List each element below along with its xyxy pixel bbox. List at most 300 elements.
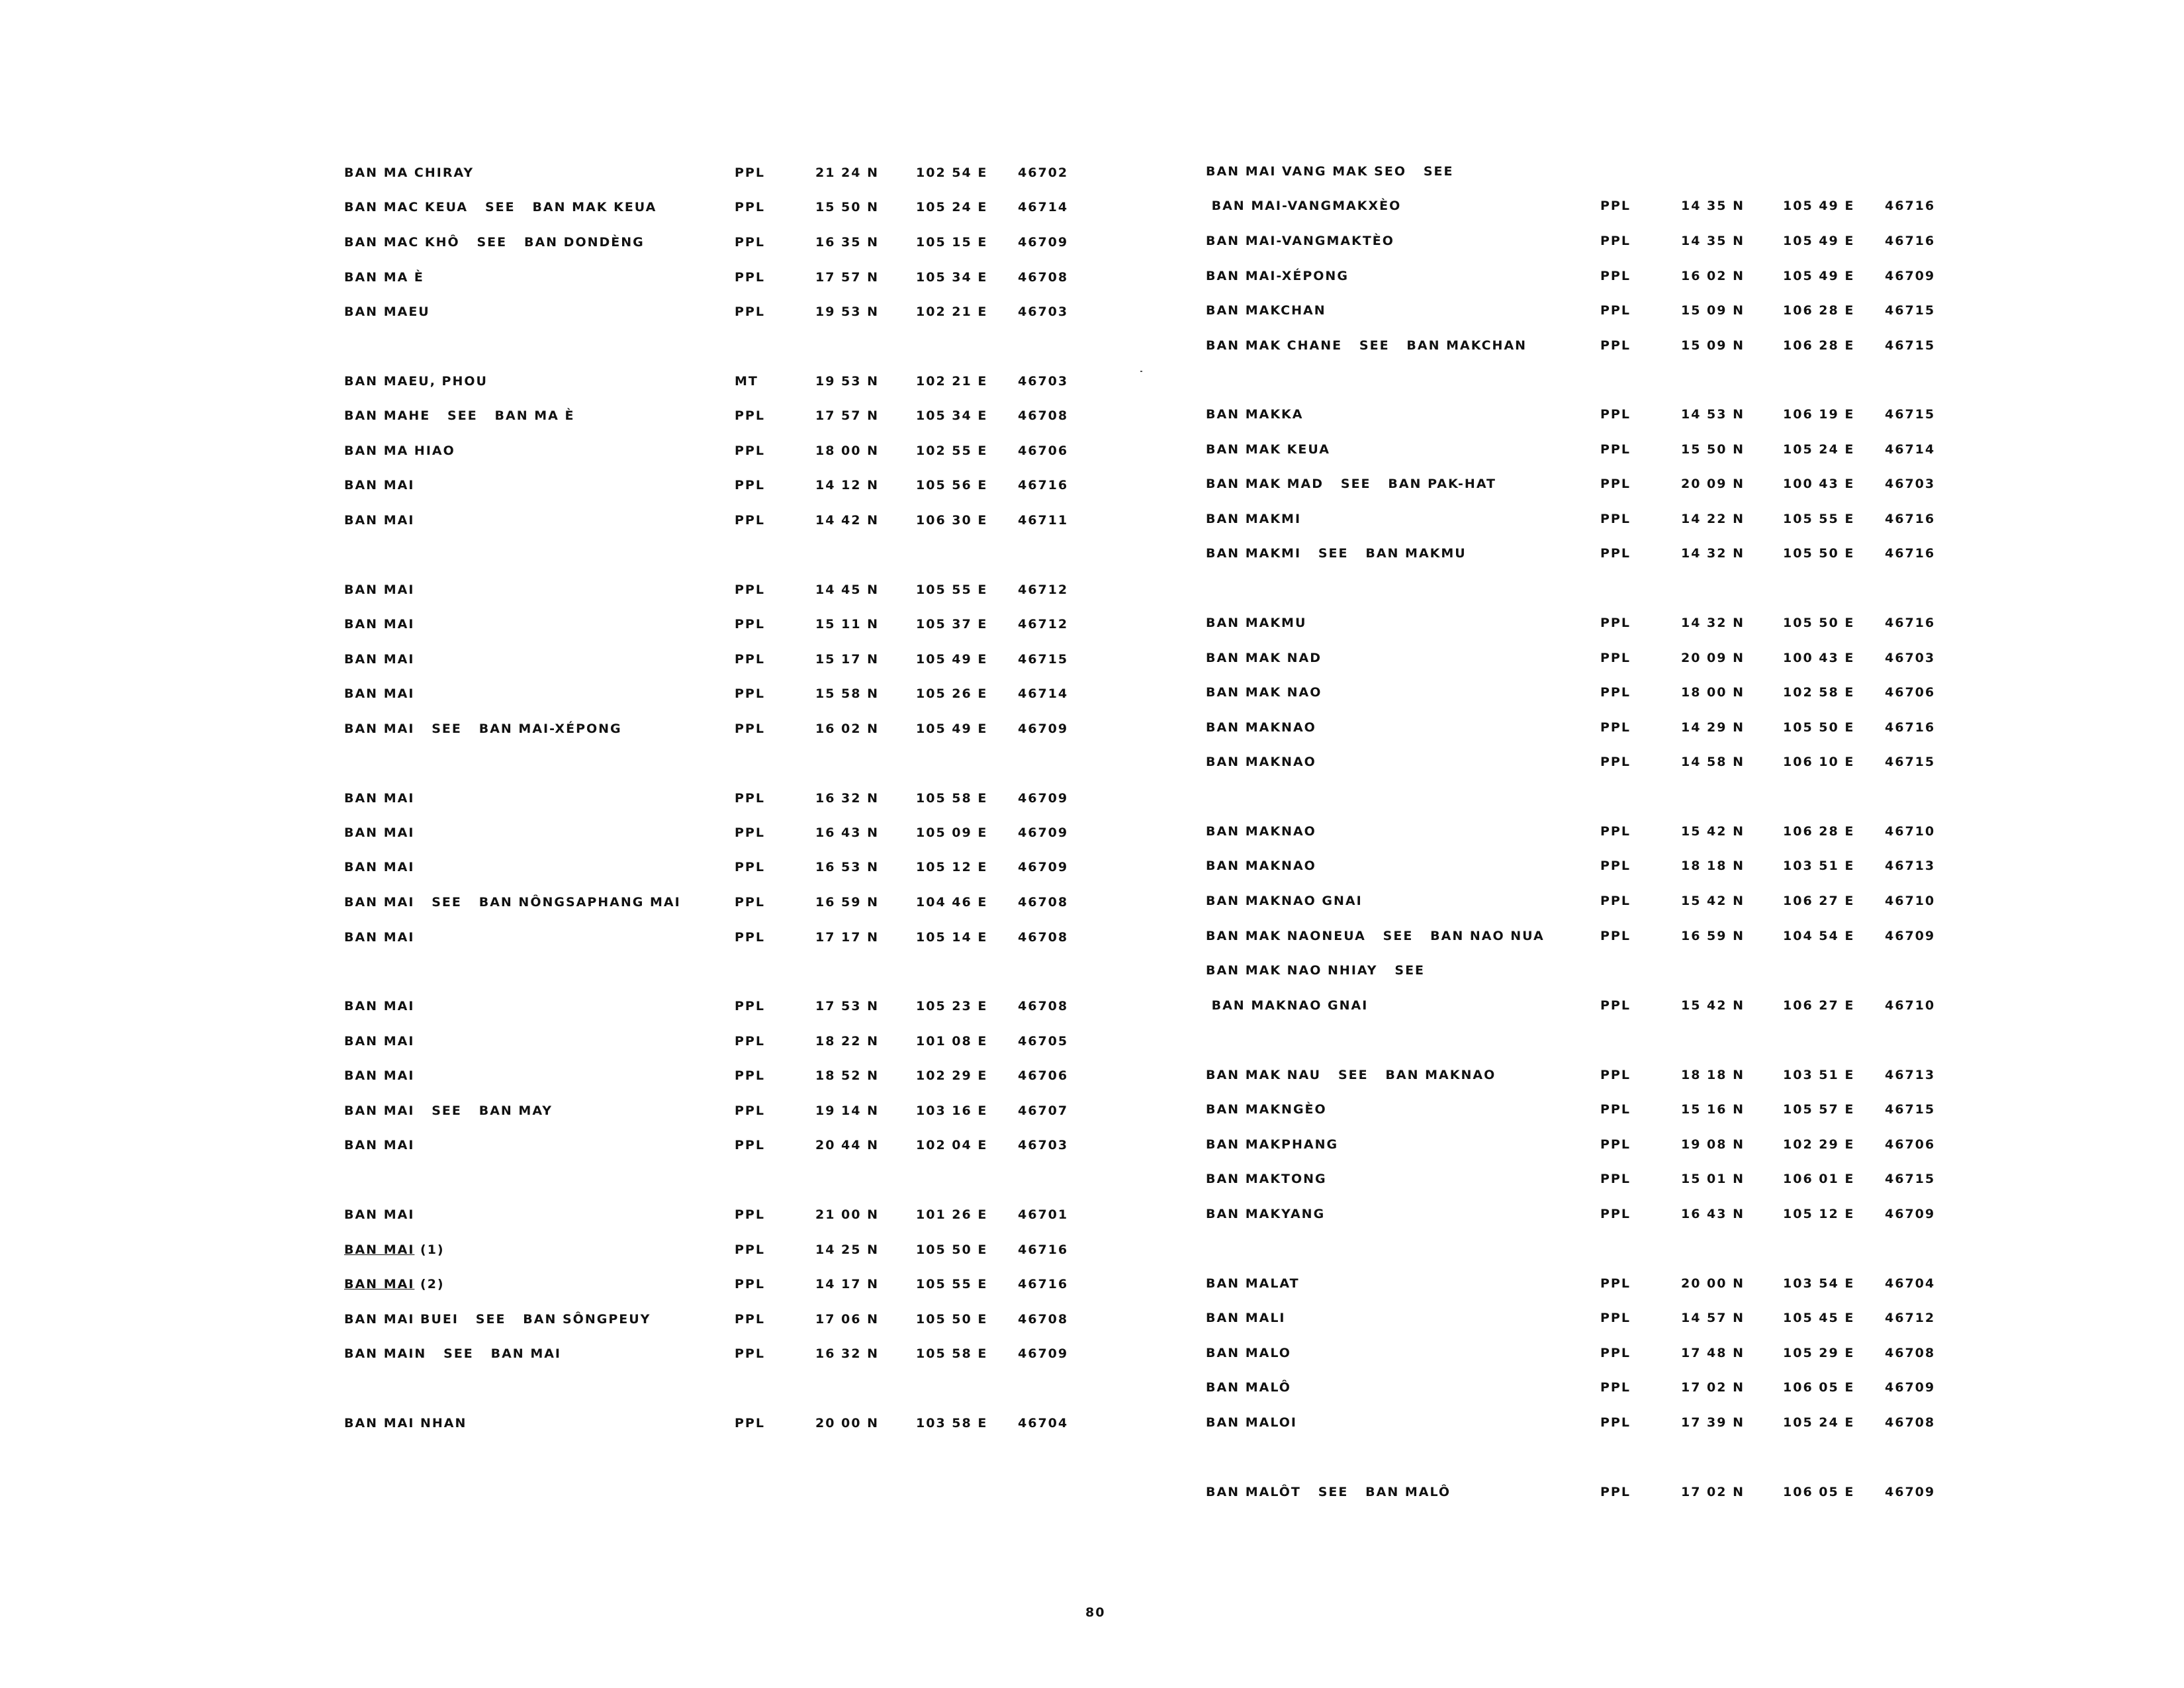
- gazetteer-entry: [0, 752, 2184, 778]
- entry-type: PPL: [735, 513, 765, 528]
- entry-type: PPL: [735, 999, 765, 1013]
- entry-lon: 105 29 E: [1783, 1346, 1855, 1360]
- entry-name: BAN MAI SEE BAN MAI-XÉPONG: [344, 722, 622, 736]
- entry-name: BAN MAEU: [344, 305, 430, 319]
- entry-name: BAN MAK NAU SEE BAN MAKNAO: [1206, 1068, 1496, 1082]
- entry-type: PPL: [1600, 407, 1631, 422]
- entry-lon: 105 24 E: [1783, 1415, 1855, 1430]
- entry-code: 46712: [1018, 617, 1069, 632]
- entry-name: BAN MAKMU: [1206, 616, 1307, 630]
- entry-type: PPL: [1600, 616, 1631, 630]
- entry-lat: 17 53 N: [815, 999, 880, 1013]
- entry-code: 46710: [1885, 998, 1936, 1013]
- entry-code: 46701: [1018, 1207, 1069, 1222]
- entry-name: BAN MAKMI SEE BAN MAKMU: [1206, 546, 1467, 561]
- entry-lat: 15 09 N: [1681, 338, 1745, 353]
- entry-type: PPL: [735, 686, 765, 701]
- entry-code: 46713: [1885, 1068, 1936, 1082]
- gazetteer-entry: [0, 231, 2184, 258]
- entry-lon: 105 58 E: [916, 791, 988, 806]
- entry-lat: 14 42 N: [815, 513, 880, 528]
- entry-lon: 100 43 E: [1783, 477, 1855, 491]
- entry-name: BAN MAI BUEI SEE BAN SÔNGPEUY: [344, 1312, 651, 1327]
- entry-code: 46703: [1885, 651, 1936, 665]
- entry-code: 46714: [1018, 200, 1069, 214]
- entry-code: 46713: [1885, 859, 1936, 873]
- entry-lon: 105 50 E: [916, 1312, 988, 1327]
- entry-type: PPL: [735, 200, 765, 214]
- entry-lon: 106 10 E: [1783, 755, 1855, 769]
- entry-lat: 14 17 N: [815, 1277, 880, 1291]
- gazetteer-entry: [0, 162, 2184, 188]
- entry-name: BAN MAK CHANE SEE BAN MAKCHAN: [1206, 338, 1527, 353]
- gazetteer-entry: [0, 821, 2184, 848]
- entry-lon: 105 12 E: [1783, 1207, 1855, 1221]
- entry-lat: 18 18 N: [1681, 1068, 1745, 1082]
- entry-code: 46706: [1885, 1137, 1936, 1152]
- entry-lon: 106 01 E: [1783, 1172, 1855, 1186]
- entry-type: PPL: [1600, 1485, 1631, 1499]
- gazetteer-entry: [0, 1378, 2184, 1404]
- gazetteer-entry: [0, 1413, 2184, 1439]
- entry-lon: 105 14 E: [916, 930, 988, 945]
- entry-name: BAN MAKYANG: [1206, 1207, 1326, 1221]
- entry-code: 46716: [1885, 616, 1936, 630]
- entry-code: 46708: [1018, 408, 1069, 423]
- entry-type: PPL: [735, 722, 765, 736]
- entry-lat: 19 53 N: [815, 305, 880, 319]
- entry-type: PPL: [735, 1103, 765, 1118]
- entry-name: BAN MA È: [344, 270, 424, 285]
- entry-type: MT: [735, 374, 758, 389]
- gazetteer-entry: [0, 266, 2184, 293]
- entry-code: 46714: [1885, 442, 1936, 457]
- entry-lon: 101 08 E: [916, 1034, 988, 1049]
- entry-lat: 14 32 N: [1681, 546, 1745, 561]
- entry-code: 46704: [1018, 1416, 1069, 1430]
- entry-code: 46716: [1885, 234, 1936, 248]
- entry-name: BAN MAKKA: [1206, 407, 1304, 422]
- entry-lat: 20 00 N: [815, 1416, 880, 1430]
- entry-name: BAN MAKNAO: [1206, 824, 1316, 839]
- entry-lon: 106 05 E: [1783, 1485, 1855, 1499]
- entry-name: BAN MALAT: [1206, 1276, 1300, 1291]
- page-number: 80: [1085, 1605, 1106, 1620]
- entry-type: PPL: [735, 791, 765, 806]
- entry-type: PPL: [1600, 824, 1631, 839]
- entry-code: 46709: [1885, 1485, 1936, 1499]
- entry-name: BAN MAI: [344, 617, 415, 632]
- entry-name: BAN MAK NAONEUA SEE BAN NAO NUA: [1206, 929, 1545, 943]
- entry-lon: 105 55 E: [916, 583, 988, 597]
- entry-name: BAN MAK NAO: [1206, 685, 1322, 700]
- entry-type: PPL: [1600, 1172, 1631, 1186]
- entry-code: 46712: [1885, 1311, 1936, 1325]
- entry-code: 46708: [1018, 930, 1069, 945]
- entry-lat: 17 57 N: [815, 270, 880, 285]
- entry-code: 46716: [1018, 1243, 1069, 1257]
- entry-lon: 101 26 E: [916, 1207, 988, 1222]
- entry-lat: 17 39 N: [1681, 1415, 1745, 1430]
- entry-type: PPL: [735, 444, 765, 458]
- entry-lon: 105 50 E: [1783, 720, 1855, 735]
- entry-type: PPL: [1600, 685, 1631, 700]
- entry-lon: 105 49 E: [1783, 199, 1855, 213]
- gazetteer-entry: [0, 196, 2184, 222]
- entry-lat: 17 06 N: [815, 1312, 880, 1327]
- entry-lon: 105 50 E: [1783, 616, 1855, 630]
- entry-code: 46716: [1885, 199, 1936, 213]
- entry-lon: 102 29 E: [916, 1068, 988, 1083]
- entry-name: BAN MAI VANG MAK SEO SEE: [1206, 164, 1454, 179]
- entry-code: 46709: [1885, 1207, 1936, 1221]
- entry-lon: 102 21 E: [916, 305, 988, 319]
- entry-lat: 15 01 N: [1681, 1172, 1745, 1186]
- entry-lat: 14 29 N: [1681, 720, 1745, 735]
- entry-lat: 15 16 N: [1681, 1102, 1745, 1117]
- gazetteer-entry: [0, 474, 2184, 500]
- gazetteer-entry: [0, 891, 2184, 917]
- entry-type: PPL: [1600, 1068, 1631, 1082]
- entry-type: PPL: [1600, 1415, 1631, 1430]
- entry-type: PPL: [1600, 651, 1631, 665]
- entry-name: BAN MAHE SEE BAN MA È: [344, 408, 575, 423]
- entry-lon: 105 55 E: [916, 1277, 988, 1291]
- entry-name: BAN MAKNGÈO: [1206, 1102, 1327, 1117]
- entry-lon: 105 49 E: [1783, 269, 1855, 283]
- entry-name: BAN MAC KHÔ SEE BAN DONDÈNG: [344, 235, 645, 250]
- entry-lat: 20 00 N: [1681, 1276, 1745, 1291]
- entry-lon: 102 54 E: [916, 165, 988, 180]
- entry-lat: 14 35 N: [1681, 234, 1745, 248]
- entry-lon: 105 24 E: [1783, 442, 1855, 457]
- gazetteer-entry: [0, 301, 2184, 327]
- entry-code: 46708: [1018, 895, 1069, 910]
- entry-code: 46708: [1885, 1346, 1936, 1360]
- entry-code: 46708: [1885, 1415, 1936, 1430]
- entry-lat: 17 02 N: [1681, 1380, 1745, 1395]
- entry-type: PPL: [735, 1068, 765, 1083]
- entry-lat: 18 22 N: [815, 1034, 880, 1049]
- entry-lon: 106 30 E: [916, 513, 988, 528]
- entry-lat: 16 43 N: [815, 825, 880, 840]
- entry-type: PPL: [1600, 998, 1631, 1013]
- entry-lon: 106 05 E: [1783, 1380, 1855, 1395]
- entry-type: PPL: [735, 478, 765, 492]
- entry-type: PPL: [1600, 442, 1631, 457]
- entry-code: 46709: [1018, 860, 1069, 874]
- entry-code: 46709: [1018, 1346, 1069, 1361]
- stray-mark: [1140, 371, 1142, 372]
- entry-name: BAN MALÔ: [1206, 1380, 1291, 1395]
- entry-name: BAN MAI: [344, 791, 415, 806]
- entry-lon: 105 49 E: [1783, 234, 1855, 248]
- entry-name: BAN MALÔT SEE BAN MALÔ: [1206, 1485, 1451, 1499]
- gazetteer-entry: [0, 926, 2184, 953]
- gazetteer-entry: [0, 1343, 2184, 1370]
- entry-lat: 15 50 N: [815, 200, 880, 214]
- gazetteer-entry: [0, 1308, 2184, 1335]
- entry-lat: 18 00 N: [1681, 685, 1745, 700]
- entry-lon: 103 51 E: [1783, 859, 1855, 873]
- entry-name: BAN MAI: [344, 1207, 415, 1222]
- entry-lon: 103 54 E: [1783, 1276, 1855, 1291]
- entry-lon: 102 58 E: [1783, 685, 1855, 700]
- entry-lat: 14 53 N: [1681, 407, 1745, 422]
- gazetteer-entry: [0, 1135, 2184, 1161]
- entry-lat: 21 00 N: [815, 1207, 880, 1222]
- entry-lat: 16 32 N: [815, 1346, 880, 1361]
- gazetteer-entry: [0, 336, 2184, 362]
- entry-code: 46709: [1018, 825, 1069, 840]
- entry-lat: 17 17 N: [815, 930, 880, 945]
- entry-name: BAN MAKNAO: [1206, 859, 1316, 873]
- entry-type: PPL: [1600, 269, 1631, 283]
- entry-name: BAN MAI: [344, 1034, 415, 1049]
- entry-name: BAN MAKNAO: [1206, 755, 1316, 769]
- entry-lat: 14 12 N: [815, 478, 880, 492]
- entry-type: PPL: [1600, 303, 1631, 318]
- entry-lon: 106 28 E: [1783, 303, 1855, 318]
- entry-lat: 19 14 N: [815, 1103, 880, 1118]
- entry-name: BAN MA CHIRAY: [344, 165, 475, 180]
- entry-code: 46706: [1885, 685, 1936, 700]
- entry-name: BAN MAEU, PHOU: [344, 374, 488, 389]
- entry-lon: 106 27 E: [1783, 998, 1855, 1013]
- entry-name: BAN MAI-VANGMAKXÈO: [1206, 199, 1402, 213]
- entry-type: PPL: [1600, 1207, 1631, 1221]
- entry-type: PPL: [1600, 859, 1631, 873]
- entry-type: PPL: [1600, 720, 1631, 735]
- entry-lon: 105 09 E: [916, 825, 988, 840]
- entry-name: BAN MAKNAO: [1206, 720, 1316, 735]
- entry-name: BAN MAKMI: [1206, 512, 1302, 526]
- entry-name: BAN MAK KEUA: [1206, 442, 1330, 457]
- entry-name: BAN MAI-VANGMAKTÈO: [1206, 234, 1394, 248]
- entry-type: PPL: [1600, 234, 1631, 248]
- entry-lat: 20 09 N: [1681, 651, 1745, 665]
- gazetteer-entry: [0, 682, 2184, 709]
- entry-type: PPL: [1600, 1380, 1631, 1395]
- entry-name: BAN MAI: [344, 652, 415, 667]
- entry-code: 46704: [1885, 1276, 1936, 1291]
- entry-lat: 16 59 N: [1681, 929, 1745, 943]
- entry-code: 46712: [1018, 583, 1069, 597]
- entry-name-suffix: (2): [414, 1277, 445, 1291]
- entry-name: BAN MAI: [344, 583, 415, 597]
- gazetteer-entry: [0, 440, 2184, 466]
- entry-lat: 17 02 N: [1681, 1485, 1745, 1499]
- entry-code: 46716: [1018, 478, 1069, 492]
- entry-name: BAN MAKCHAN: [1206, 303, 1326, 318]
- entry-lat: 14 45 N: [815, 583, 880, 597]
- entry-type: PPL: [735, 930, 765, 945]
- entry-code: 46703: [1885, 477, 1936, 491]
- entry-lon: 106 28 E: [1783, 824, 1855, 839]
- entry-lon: 105 23 E: [916, 999, 988, 1013]
- entry-code: 46702: [1018, 165, 1069, 180]
- entry-code: 46716: [1885, 512, 1936, 526]
- entry-name: BAN MAKTONG: [1206, 1172, 1327, 1186]
- entry-lat: 15 42 N: [1681, 998, 1745, 1013]
- entry-lat: 16 32 N: [815, 791, 880, 806]
- gazetteer-entry: [0, 1204, 2184, 1231]
- entry-code: 46715: [1885, 303, 1936, 318]
- entry-lat: 15 50 N: [1681, 442, 1745, 457]
- entry-lat: 19 53 N: [815, 374, 880, 389]
- entry-name: BAN MAK MAD SEE BAN PAK-HAT: [1206, 477, 1497, 491]
- entry-lon: 102 04 E: [916, 1138, 988, 1152]
- entry-type: PPL: [1600, 1137, 1631, 1152]
- entry-lat: 18 00 N: [815, 444, 880, 458]
- entry-code: 46708: [1018, 1312, 1069, 1327]
- entry-lat: 14 35 N: [1681, 199, 1745, 213]
- entry-name: BAN MAK NAO NHIAY SEE: [1206, 963, 1426, 978]
- entry-lat: 15 09 N: [1681, 303, 1745, 318]
- entry-lon: 106 28 E: [1783, 338, 1855, 353]
- entry-type: PPL: [735, 1312, 765, 1327]
- entry-name-underlined: BAN MAI: [344, 1243, 415, 1257]
- entry-code: 46706: [1018, 444, 1069, 458]
- gazetteer-entry: [0, 996, 2184, 1022]
- entry-type: PPL: [735, 1243, 765, 1257]
- entry-name: BAN MALOI: [1206, 1415, 1297, 1430]
- entry-type: PPL: [735, 895, 765, 910]
- entry-name: BAN MAI SEE BAN NÔNGSAPHANG MAI: [344, 895, 681, 910]
- entry-lon: 102 55 E: [916, 444, 988, 458]
- entry-lat: 17 57 N: [815, 408, 880, 423]
- entry-lat: 17 48 N: [1681, 1346, 1745, 1360]
- gazetteer-entry: [0, 961, 2184, 987]
- entry-lon: 104 46 E: [916, 895, 988, 910]
- entry-lon: 105 50 E: [1783, 546, 1855, 561]
- entry-lat: 18 18 N: [1681, 859, 1745, 873]
- entry-type: PPL: [735, 1207, 765, 1222]
- entry-lon: 105 58 E: [916, 1346, 988, 1361]
- entry-type: PPL: [735, 1138, 765, 1152]
- entry-code: 46708: [1018, 999, 1069, 1013]
- entry-type: PPL: [1600, 894, 1631, 908]
- gazetteer-entry: [0, 613, 2184, 639]
- entry-code: 46709: [1885, 929, 1936, 943]
- entry-code: 46716: [1885, 720, 1936, 735]
- entry-lon: 105 49 E: [916, 652, 988, 667]
- entry-code: 46715: [1885, 338, 1936, 353]
- gazetteer-entry: [0, 1274, 2184, 1300]
- entry-type: PPL: [1600, 199, 1631, 213]
- entry-type: PPL: [735, 1034, 765, 1049]
- entry-lon: 105 34 E: [916, 408, 988, 423]
- entry-code: 46709: [1885, 269, 1936, 283]
- entry-lon: 105 26 E: [916, 686, 988, 701]
- entry-type: PPL: [1600, 338, 1631, 353]
- entry-code: 46715: [1885, 407, 1936, 422]
- entry-type: PPL: [735, 860, 765, 874]
- entry-lon: 105 37 E: [916, 617, 988, 632]
- entry-lon: 105 45 E: [1783, 1311, 1855, 1325]
- gazetteer-entry: [0, 1100, 2184, 1126]
- entry-code: 46710: [1885, 824, 1936, 839]
- entry-type: PPL: [1600, 512, 1631, 526]
- entry-name: BAN MAI: [344, 513, 415, 528]
- entry-name: BAN MAKNAO GNAI: [1206, 998, 1369, 1013]
- entry-lon: 105 34 E: [916, 270, 988, 285]
- entry-code: 46709: [1018, 791, 1069, 806]
- entry-lat: 20 09 N: [1681, 477, 1745, 491]
- entry-name: BAN MAI: [344, 860, 415, 874]
- entry-lat: 18 52 N: [815, 1068, 880, 1083]
- entry-lat: 16 35 N: [815, 235, 880, 250]
- entry-name: BAN MAI: [344, 825, 415, 840]
- entry-lat: 16 53 N: [815, 860, 880, 874]
- entry-type: PPL: [735, 583, 765, 597]
- entry-name: BAN MAI: [344, 930, 415, 945]
- entry-lat: 15 58 N: [815, 686, 880, 701]
- entry-code: 46714: [1018, 686, 1069, 701]
- gazetteer-entry: [0, 1065, 2184, 1092]
- entry-type: PPL: [735, 270, 765, 285]
- entry-lat: 14 22 N: [1681, 512, 1745, 526]
- entry-type: PPL: [1600, 1346, 1631, 1360]
- entry-code: 46711: [1018, 513, 1069, 528]
- entry-name: BAN MAI SEE BAN MAY: [344, 1103, 553, 1118]
- entry-lon: 100 43 E: [1783, 651, 1855, 665]
- entry-lat: 21 24 N: [815, 165, 880, 180]
- entry-lon: 104 54 E: [1783, 929, 1855, 943]
- entry-type: PPL: [735, 408, 765, 423]
- entry-type: PPL: [1600, 1311, 1631, 1325]
- entry-type: PPL: [1600, 1102, 1631, 1117]
- entry-lat: 16 59 N: [815, 895, 880, 910]
- entry-name: BAN MALO: [1206, 1346, 1291, 1360]
- entry-lat: 19 08 N: [1681, 1137, 1745, 1152]
- entry-type: PPL: [735, 235, 765, 250]
- entry-code: 46710: [1885, 894, 1936, 908]
- entry-lon: 105 56 E: [916, 478, 988, 492]
- entry-type: PPL: [735, 165, 765, 180]
- entry-lat: 16 02 N: [1681, 269, 1745, 283]
- entry-type: PPL: [735, 1346, 765, 1361]
- entry-code: 46715: [1018, 652, 1069, 667]
- gazetteer-entry: [0, 856, 2184, 882]
- entry-lon: 102 29 E: [1783, 1137, 1855, 1152]
- entry-name: BAN MAI NHAN: [344, 1416, 467, 1430]
- entry-name: BAN MAI: [344, 1068, 415, 1083]
- entry-name: BAN MAKPHANG: [1206, 1137, 1339, 1152]
- entry-type: PPL: [735, 305, 765, 319]
- entry-lat: 14 32 N: [1681, 616, 1745, 630]
- entry-lat: 15 42 N: [1681, 824, 1745, 839]
- entry-code: 46708: [1018, 270, 1069, 285]
- entry-name: BAN MA HIAO: [344, 444, 455, 458]
- entry-code: 46715: [1885, 755, 1936, 769]
- entry-type: PPL: [735, 825, 765, 840]
- gazetteer-entry: [0, 404, 2184, 431]
- entry-lon: 105 15 E: [916, 235, 988, 250]
- entry-name: BAN MAI-XÉPONG: [1206, 269, 1349, 283]
- entry-lon: 102 21 E: [916, 374, 988, 389]
- gazetteer-entry: [0, 648, 2184, 675]
- entry-lon: 106 27 E: [1783, 894, 1855, 908]
- entry-lat: 14 58 N: [1681, 755, 1745, 769]
- entry-code: 46715: [1885, 1102, 1936, 1117]
- entry-lon: 105 57 E: [1783, 1102, 1855, 1117]
- entry-lon: 105 12 E: [916, 860, 988, 874]
- entry-lon: 106 19 E: [1783, 407, 1855, 422]
- entry-code: 46707: [1018, 1103, 1069, 1118]
- entry-type: PPL: [735, 1416, 765, 1430]
- entry-lat: 14 25 N: [815, 1243, 880, 1257]
